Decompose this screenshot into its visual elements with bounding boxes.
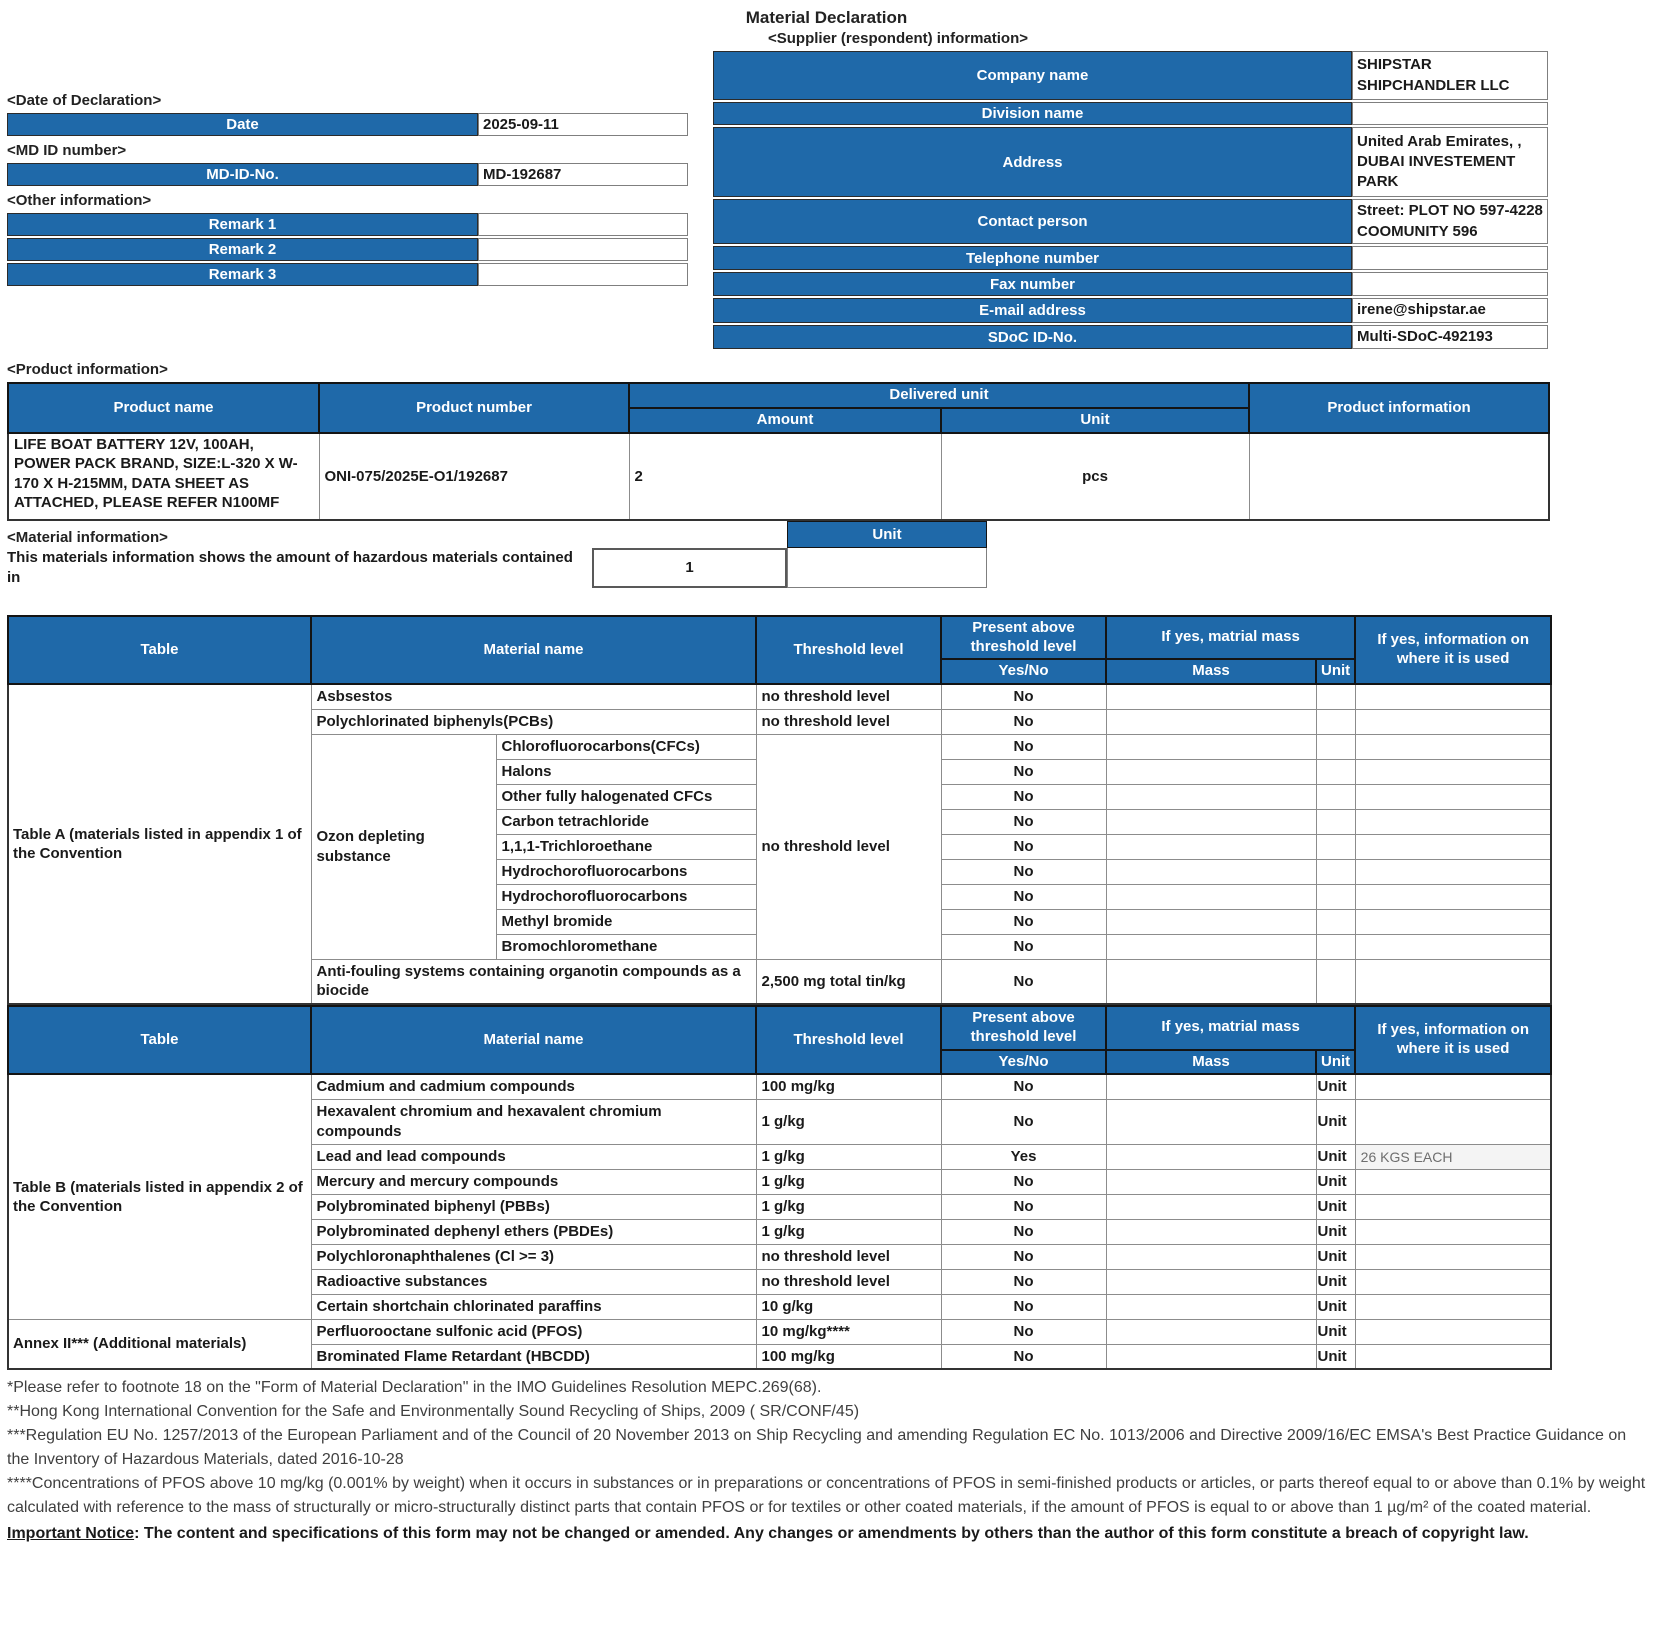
present-cell: No: [941, 784, 1106, 809]
material-row: [8, 1074, 1551, 1099]
material-name-cell: Cadmium and cadmium compounds: [311, 1074, 756, 1099]
where-used-cell: [1355, 909, 1551, 934]
present-cell: No: [941, 709, 1106, 734]
mass-cell: [1106, 1244, 1316, 1269]
product-number-header: Product number: [319, 383, 629, 433]
material-amount-box: 1: [592, 548, 787, 588]
present-cell: No: [941, 934, 1106, 959]
where-used-header: If yes, information on where it is used: [1355, 616, 1551, 684]
remark-2-value: [478, 238, 688, 261]
product-number-cell: ONI-075/2025E-O1/192687: [319, 433, 629, 520]
where-used-cell: [1355, 1244, 1551, 1269]
material-row: [8, 1319, 1551, 1344]
mass-cell: [1106, 909, 1316, 934]
where-used-cell: [1355, 734, 1551, 759]
material-name-cell: Polybrominated dephenyl ethers (PBDEs): [311, 1219, 756, 1244]
fax-label: Fax number: [713, 272, 1352, 296]
unit-column-header: Unit: [1316, 659, 1355, 684]
material-name-header: Material name: [311, 1006, 756, 1074]
annex-label: Annex II*** (Additional materials): [8, 1319, 311, 1369]
present-cell: No: [941, 684, 1106, 709]
remark-3-label: Remark 3: [7, 263, 478, 286]
supplier-table: [713, 51, 1548, 349]
if-yes-mass-header: If yes, matrial mass: [1106, 616, 1355, 660]
unit-cell: Unit: [1316, 1319, 1355, 1344]
remark-3-value: [478, 263, 688, 286]
supplier-row: [713, 102, 1548, 125]
unit-cell: [1316, 709, 1355, 734]
company-name-value: SHIPSTAR SHIPCHANDLER LLC: [1352, 51, 1548, 100]
where-used-cell: [1355, 1099, 1551, 1144]
present-cell: No: [941, 1194, 1106, 1219]
division-name-value: [1352, 102, 1548, 125]
mass-cell: [1106, 809, 1316, 834]
footnote-3: ***Regulation EU No. 1257/2013 of the European Parliament and of the Council of 20 November 2013 on Ship Recycling and amending Regulation EC No. 1013/2006 and Directive 2009/16/EC EMSA's Best Practice Guidance on the Inventory of Hazardous Materials, dated 2016-10-28: [7, 1427, 1627, 1469]
fax-value: [1352, 272, 1548, 296]
where-used-cell: [1355, 1344, 1551, 1369]
material-name-cell: Other fully halogenated CFCs: [496, 784, 756, 809]
material-name-cell: Polychloronaphthalenes (Cl >= 3): [311, 1244, 756, 1269]
present-cell: No: [941, 834, 1106, 859]
table-column-header: Table: [8, 616, 311, 684]
material-name-cell: Asbsestos: [311, 684, 756, 709]
md-id-label: MD-ID-No.: [7, 163, 478, 186]
company-name-label: Company name: [713, 51, 1352, 100]
where-used-cell: [1355, 1294, 1551, 1319]
ozone-group-label: Ozon depleting substance: [311, 734, 496, 959]
present-cell: No: [941, 809, 1106, 834]
threshold-cell: no threshold level: [756, 734, 941, 959]
material-unit-column: [787, 521, 987, 588]
material-name-cell: Halons: [496, 759, 756, 784]
amount-header: Amount: [629, 408, 941, 433]
product-info-cell: [1249, 433, 1549, 520]
supplier-row: [713, 272, 1548, 296]
yes-no-header: Yes/No: [941, 1050, 1106, 1075]
mass-cell: [1106, 1294, 1316, 1319]
hazmat-table-a: [7, 615, 1552, 1005]
mass-cell: [1106, 1319, 1316, 1344]
material-name-cell: Chlorofluorocarbons(CFCs): [496, 734, 756, 759]
present-cell: No: [941, 759, 1106, 784]
threshold-cell: no threshold level: [756, 1269, 941, 1294]
present-cell: No: [941, 1344, 1106, 1369]
where-used-cell: [1355, 709, 1551, 734]
supplier-row: [713, 246, 1548, 270]
mass-cell: [1106, 1344, 1316, 1369]
present-cell: No: [941, 1269, 1106, 1294]
where-used-cell: [1355, 1269, 1551, 1294]
sdoc-id-label: SDoC ID-No.: [713, 325, 1352, 349]
mass-cell: [1106, 834, 1316, 859]
remark-row: [7, 213, 697, 236]
unit-cell: [1316, 684, 1355, 709]
where-used-cell: [1355, 959, 1551, 1004]
material-unit-header: Unit: [787, 521, 987, 548]
date-label: Date: [7, 113, 478, 136]
address-value: United Arab Emirates, , DUBAI INVESTEMENT PARK: [1352, 127, 1548, 197]
material-name-cell: Lead and lead compounds: [311, 1144, 756, 1169]
threshold-cell: 100 mg/kg: [756, 1074, 941, 1099]
where-used-cell: [1355, 759, 1551, 784]
material-name-cell: 1,1,1-Trichloroethane: [496, 834, 756, 859]
where-used-cell: [1355, 934, 1551, 959]
md-id-row: [7, 163, 697, 186]
supplier-row: [713, 199, 1548, 244]
material-info-description: This materials information shows the amount of hazardous materials contained in: [7, 548, 573, 586]
product-amount-cell: 2: [629, 433, 941, 520]
unit-cell: Unit: [1316, 1344, 1355, 1369]
contact-person-label: Contact person: [713, 199, 1352, 244]
present-cell: No: [941, 959, 1106, 1004]
unit-cell: Unit: [1316, 1269, 1355, 1294]
product-section-title: <Product information>: [7, 361, 168, 379]
mass-cell: [1106, 884, 1316, 909]
material-name-cell: Polybrominated biphenyl (PBBs): [311, 1194, 756, 1219]
footnote-1: *Please refer to footnote 18 on the "Form of Material Declaration" in the IMO Guidelines Resolution MEPC.269(68).: [7, 1379, 822, 1397]
date-value: 2025-09-11: [478, 113, 688, 136]
where-used-header: If yes, information on where it is used: [1355, 1006, 1551, 1074]
present-header: Present above threshold level: [941, 616, 1106, 660]
mass-cell: [1106, 934, 1316, 959]
threshold-cell: 1 g/kg: [756, 1144, 941, 1169]
where-used-cell: [1355, 834, 1551, 859]
sdoc-id-value: Multi-SDoC-492193: [1352, 325, 1548, 349]
material-name-cell: Hydrochorofluorocarbons: [496, 859, 756, 884]
present-cell: No: [941, 1074, 1106, 1099]
mass-cell: [1106, 734, 1316, 759]
contact-person-value: Street: PLOT NO 597-4228 COOMUNITY 596: [1352, 199, 1548, 244]
where-used-cell: [1355, 1219, 1551, 1244]
mass-cell: [1106, 1219, 1316, 1244]
other-info-section-title: <Other information>: [7, 192, 152, 209]
unit-cell: Unit: [1316, 1074, 1355, 1099]
unit-cell: [1316, 859, 1355, 884]
where-used-cell: [1355, 784, 1551, 809]
present-cell: No: [941, 1219, 1106, 1244]
unit-cell: Unit: [1316, 1244, 1355, 1269]
mass-cell: [1106, 759, 1316, 784]
supplier-section-title: <Supplier (respondent) information>: [768, 30, 1029, 47]
product-table: [7, 382, 1550, 521]
mass-header: Mass: [1106, 1050, 1316, 1075]
hazmat-table-b: [7, 1005, 1552, 1370]
important-notice-label: Important Notice: [7, 1525, 135, 1543]
page-title: Material Declaration: [745, 8, 908, 27]
unit-cell: Unit: [1316, 1219, 1355, 1244]
material-name-cell: Anti-fouling systems containing organotin compounds as a biocide: [311, 959, 756, 1004]
md-id-value: MD-192687: [478, 163, 688, 186]
material-name-cell: Certain shortchain chlorinated paraffins: [311, 1294, 756, 1319]
present-cell: No: [941, 734, 1106, 759]
mass-cell: [1106, 1194, 1316, 1219]
mass-cell: [1106, 1074, 1316, 1099]
email-value: irene@shipstar.ae: [1352, 298, 1548, 323]
unit-cell: [1316, 784, 1355, 809]
material-name-cell: Perfluorooctane sulfonic acid (PFOS): [311, 1319, 756, 1344]
where-used-cell: [1355, 1194, 1551, 1219]
material-section-title: <Material information>: [7, 528, 168, 546]
address-label: Address: [713, 127, 1352, 197]
threshold-cell: no threshold level: [756, 684, 941, 709]
threshold-header: Threshold level: [756, 1006, 941, 1074]
material-name-cell: Hexavalent chromium and hexavalent chromium compounds: [311, 1099, 756, 1144]
material-name-header: Material name: [311, 616, 756, 684]
threshold-cell: 1 g/kg: [756, 1219, 941, 1244]
date-row: [7, 113, 697, 136]
threshold-cell: 10 mg/kg****: [756, 1319, 941, 1344]
mass-cell: [1106, 1099, 1316, 1144]
yes-no-header: Yes/No: [941, 659, 1106, 684]
threshold-cell: 1 g/kg: [756, 1169, 941, 1194]
unit-cell: [1316, 759, 1355, 784]
top-section: [7, 30, 1646, 351]
threshold-cell: 1 g/kg: [756, 1099, 941, 1144]
telephone-label: Telephone number: [713, 246, 1352, 270]
unit-cell: [1316, 959, 1355, 1004]
declaration-column: [7, 30, 697, 288]
mass-cell: [1106, 784, 1316, 809]
material-name-cell: Radioactive substances: [311, 1269, 756, 1294]
mass-cell: [1106, 1269, 1316, 1294]
product-info-header: Product information: [1249, 383, 1549, 433]
unit-cell: [1316, 884, 1355, 909]
mass-cell: [1106, 959, 1316, 1004]
where-used-cell: [1355, 1319, 1551, 1344]
material-unit-value-box: [787, 548, 987, 588]
unit-cell: [1316, 934, 1355, 959]
where-used-cell: [1355, 859, 1551, 884]
present-cell: No: [941, 909, 1106, 934]
where-used-cell: [1355, 809, 1551, 834]
unit-cell: Unit: [1316, 1144, 1355, 1169]
material-name-cell: Polychlorinated biphenyls(PCBs): [311, 709, 756, 734]
where-used-cell: 26 KGS EACH: [1355, 1144, 1551, 1169]
table-column-header: Table: [8, 1006, 311, 1074]
unit-cell: Unit: [1316, 1099, 1355, 1144]
remark-row: [7, 263, 697, 286]
remark-2-label: Remark 2: [7, 238, 478, 261]
important-notice-text: : The content and specifications of this form may not be changed or amended. Any changes or amendments by others than the author of this form constitute a breach of copyright law.: [134, 1525, 1529, 1543]
product-name-header: Product name: [8, 383, 319, 433]
threshold-cell: 100 mg/kg: [756, 1344, 941, 1369]
md-id-section-title: <MD ID number>: [7, 142, 127, 159]
table-b-label: Table B (materials listed in appendix 2 of the Convention: [8, 1074, 311, 1319]
where-used-cell: [1355, 1169, 1551, 1194]
present-cell: No: [941, 1244, 1106, 1269]
mass-cell: [1106, 1169, 1316, 1194]
present-cell: No: [941, 1294, 1106, 1319]
product-row: [8, 433, 1549, 520]
present-cell: No: [941, 884, 1106, 909]
unit-cell: [1316, 909, 1355, 934]
material-name-cell: Carbon tetrachloride: [496, 809, 756, 834]
footnote-4: ****Concentrations of PFOS above 10 mg/kg (0.001% by weight) when it occurs in substances or in preparations or concentrations of PFOS in semi-finished products or articles, or parts thereof equal to or above than 0.1% by weight calculated with reference to the mass of structurally or micro-structurally distinct parts that contain PFOS or for textiles or other coated materials, if the amount of PFOS is equal to or above than 1 µg/m² of the coated material.: [7, 1475, 1646, 1517]
present-header: Present above threshold level: [941, 1006, 1106, 1050]
threshold-cell: no threshold level: [756, 1244, 941, 1269]
where-used-cell: [1355, 684, 1551, 709]
delivered-unit-header: Delivered unit: [629, 383, 1249, 408]
present-cell: No: [941, 1169, 1106, 1194]
supplier-row: [713, 127, 1548, 197]
threshold-cell: 2,500 mg total tin/kg: [756, 959, 941, 1004]
mass-cell: [1106, 684, 1316, 709]
mass-header: Mass: [1106, 659, 1316, 684]
material-name-cell: Bromochloromethane: [496, 934, 756, 959]
mass-cell: [1106, 1144, 1316, 1169]
material-row: [8, 684, 1551, 709]
unit-cell: [1316, 734, 1355, 759]
threshold-cell: 1 g/kg: [756, 1194, 941, 1219]
footnote-2: **Hong Kong International Convention for the Safe and Environmentally Sound Recycling of Ships, 2009 ( SR/CONF/45): [7, 1403, 860, 1421]
remark-1-value: [478, 213, 688, 236]
where-used-cell: [1355, 884, 1551, 909]
unit-cell: [1316, 834, 1355, 859]
where-used-cell: [1355, 1074, 1551, 1099]
product-name-cell: LIFE BOAT BATTERY 12V, 100AH, POWER PACK BRAND, SIZE:L-320 X W-170 X H-215MM, DATA SHEET AS ATTACHED, PLEASE REFER N100MF: [8, 433, 319, 520]
footnotes: [7, 1376, 1646, 1546]
present-cell: No: [941, 859, 1106, 884]
division-name-label: Division name: [713, 102, 1352, 125]
mass-cell: [1106, 709, 1316, 734]
product-unit-cell: pcs: [941, 433, 1249, 520]
mass-cell: [1106, 859, 1316, 884]
present-cell: No: [941, 1319, 1106, 1344]
remark-1-label: Remark 1: [7, 213, 478, 236]
unit-cell: Unit: [1316, 1294, 1355, 1319]
present-cell: Yes: [941, 1144, 1106, 1169]
supplier-section: [713, 30, 1548, 351]
supplier-row: [713, 298, 1548, 323]
unit-cell: Unit: [1316, 1194, 1355, 1219]
unit-column-header: Unit: [1316, 1050, 1355, 1075]
threshold-cell: 10 g/kg: [756, 1294, 941, 1319]
unit-header: Unit: [941, 408, 1249, 433]
material-name-cell: Methyl bromide: [496, 909, 756, 934]
table-a-label: Table A (materials listed in appendix 1 of the Convention: [8, 684, 311, 1004]
unit-cell: [1316, 809, 1355, 834]
telephone-value: [1352, 246, 1548, 270]
email-label: E-mail address: [713, 298, 1352, 323]
important-notice: [7, 1522, 1646, 1546]
date-section-title: <Date of Declaration>: [7, 92, 162, 109]
supplier-row: [713, 325, 1548, 349]
remark-row: [7, 238, 697, 261]
if-yes-mass-header: If yes, matrial mass: [1106, 1006, 1355, 1050]
threshold-header: Threshold level: [756, 616, 941, 684]
present-cell: No: [941, 1099, 1106, 1144]
supplier-row: [713, 51, 1548, 100]
material-name-cell: Hydrochorofluorocarbons: [496, 884, 756, 909]
material-name-cell: Mercury and mercury compounds: [311, 1169, 756, 1194]
threshold-cell: no threshold level: [756, 709, 941, 734]
material-name-cell: Brominated Flame Retardant (HBCDD): [311, 1344, 756, 1369]
unit-cell: Unit: [1316, 1169, 1355, 1194]
